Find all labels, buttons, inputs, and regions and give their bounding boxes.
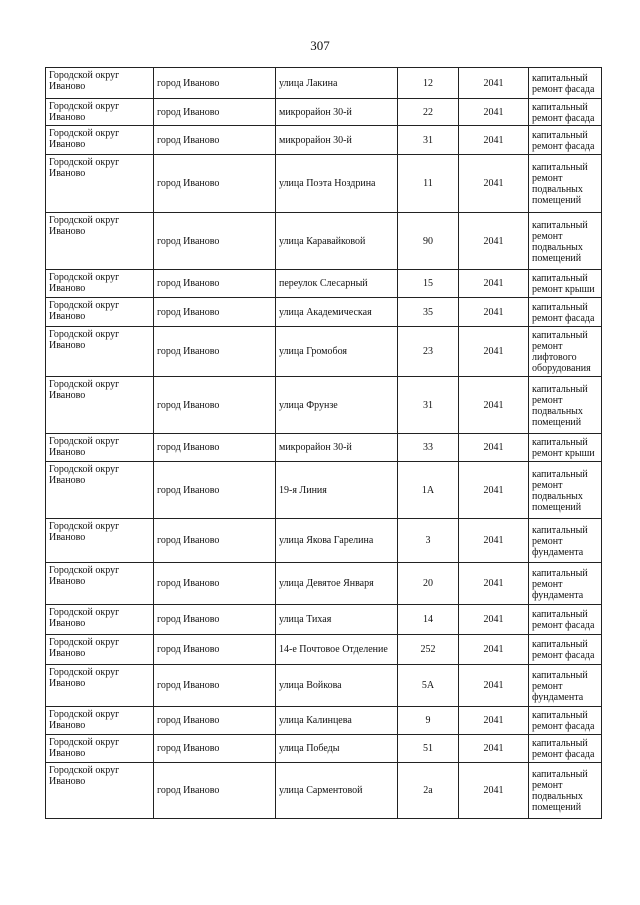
table-row bbox=[46, 68, 602, 99]
house-number-cell: 9 bbox=[398, 707, 459, 735]
city-cell: город Иваново bbox=[154, 605, 276, 635]
district-cell: Городской округ Иваново bbox=[46, 665, 154, 707]
city-cell: город Иваново bbox=[154, 298, 276, 327]
city-cell: город Иваново bbox=[154, 519, 276, 563]
street-cell: улица Лакина bbox=[276, 68, 398, 99]
street-cell: улица Сарментовой bbox=[276, 763, 398, 819]
table-body bbox=[46, 68, 602, 819]
work-type-cell: капитальный ремонт фундамента bbox=[529, 563, 602, 605]
house-number-cell: 14 bbox=[398, 605, 459, 635]
district-cell: Городской округ Иваново bbox=[46, 298, 154, 327]
year-cell: 2041 bbox=[459, 665, 529, 707]
city-cell: город Иваново bbox=[154, 462, 276, 519]
district-cell: Городской округ Иваново bbox=[46, 605, 154, 635]
work-type-cell: капитальный ремонт подвальных помещений bbox=[529, 377, 602, 434]
house-number-cell: 22 bbox=[398, 99, 459, 126]
work-type-cell: капитальный ремонт фасада bbox=[529, 635, 602, 665]
table-row bbox=[46, 665, 602, 707]
year-cell: 2041 bbox=[459, 563, 529, 605]
house-number-cell: 31 bbox=[398, 377, 459, 434]
work-type-cell: капитальный ремонт подвальных помещений bbox=[529, 462, 602, 519]
year-cell: 2041 bbox=[459, 126, 529, 155]
house-number-cell: 35 bbox=[398, 298, 459, 327]
table-row bbox=[46, 213, 602, 270]
work-type-cell: капитальный ремонт фасада bbox=[529, 298, 602, 327]
street-cell: микрорайон 30-й bbox=[276, 126, 398, 155]
table-row bbox=[46, 707, 602, 735]
year-cell: 2041 bbox=[459, 462, 529, 519]
table-row bbox=[46, 99, 602, 126]
district-cell: Городской округ Иваново bbox=[46, 327, 154, 377]
table-row bbox=[46, 462, 602, 519]
table-row bbox=[46, 298, 602, 327]
street-cell: улица Тихая bbox=[276, 605, 398, 635]
table-row bbox=[46, 563, 602, 605]
year-cell: 2041 bbox=[459, 99, 529, 126]
street-cell: улица Девятое Января bbox=[276, 563, 398, 605]
table-row bbox=[46, 605, 602, 635]
district-cell: Городской округ Иваново bbox=[46, 377, 154, 434]
work-type-cell: капитальный ремонт подвальных помещений bbox=[529, 155, 602, 213]
table-row bbox=[46, 327, 602, 377]
house-number-cell: 1А bbox=[398, 462, 459, 519]
year-cell: 2041 bbox=[459, 763, 529, 819]
city-cell: город Иваново bbox=[154, 126, 276, 155]
city-cell: город Иваново bbox=[154, 327, 276, 377]
table-row bbox=[46, 763, 602, 819]
table-row bbox=[46, 635, 602, 665]
table-row bbox=[46, 735, 602, 763]
district-cell: Городской округ Иваново bbox=[46, 270, 154, 298]
work-type-cell: капитальный ремонт фундамента bbox=[529, 519, 602, 563]
work-type-cell: капитальный ремонт фасада bbox=[529, 735, 602, 763]
city-cell: город Иваново bbox=[154, 270, 276, 298]
district-cell: Городской округ Иваново bbox=[46, 126, 154, 155]
city-cell: город Иваново bbox=[154, 563, 276, 605]
city-cell: город Иваново bbox=[154, 434, 276, 462]
house-number-cell: 11 bbox=[398, 155, 459, 213]
district-cell: Городской округ Иваново bbox=[46, 735, 154, 763]
work-type-cell: капитальный ремонт фасада bbox=[529, 605, 602, 635]
work-type-cell: капитальный ремонт фасада bbox=[529, 707, 602, 735]
house-number-cell: 31 bbox=[398, 126, 459, 155]
table-row bbox=[46, 126, 602, 155]
house-number-cell: 3 bbox=[398, 519, 459, 563]
table-row bbox=[46, 434, 602, 462]
street-cell: улица Поэта Ноздрина bbox=[276, 155, 398, 213]
work-type-cell: капитальный ремонт фасада bbox=[529, 126, 602, 155]
district-cell: Городской округ Иваново bbox=[46, 635, 154, 665]
street-cell: улица Фрунзе bbox=[276, 377, 398, 434]
year-cell: 2041 bbox=[459, 213, 529, 270]
city-cell: город Иваново bbox=[154, 707, 276, 735]
house-number-cell: 15 bbox=[398, 270, 459, 298]
street-cell: 14-е Почтовое Отделение bbox=[276, 635, 398, 665]
district-cell: Городской округ Иваново bbox=[46, 519, 154, 563]
street-cell: улица Победы bbox=[276, 735, 398, 763]
house-number-cell: 23 bbox=[398, 327, 459, 377]
city-cell: город Иваново bbox=[154, 665, 276, 707]
year-cell: 2041 bbox=[459, 155, 529, 213]
city-cell: город Иваново bbox=[154, 155, 276, 213]
street-cell: улица Академическая bbox=[276, 298, 398, 327]
year-cell: 2041 bbox=[459, 327, 529, 377]
year-cell: 2041 bbox=[459, 270, 529, 298]
year-cell: 2041 bbox=[459, 377, 529, 434]
street-cell: улица Войкова bbox=[276, 665, 398, 707]
house-number-cell: 5А bbox=[398, 665, 459, 707]
street-cell: микрорайон 30-й bbox=[276, 99, 398, 126]
street-cell: улица Громобоя bbox=[276, 327, 398, 377]
work-type-cell: капитальный ремонт фасада bbox=[529, 99, 602, 126]
district-cell: Городской округ Иваново bbox=[46, 707, 154, 735]
district-cell: Городской округ Иваново bbox=[46, 99, 154, 126]
table-row bbox=[46, 270, 602, 298]
table-row bbox=[46, 155, 602, 213]
year-cell: 2041 bbox=[459, 298, 529, 327]
city-cell: город Иваново bbox=[154, 635, 276, 665]
city-cell: город Иваново bbox=[154, 99, 276, 126]
district-cell: Городской округ Иваново bbox=[46, 213, 154, 270]
district-cell: Городской округ Иваново bbox=[46, 763, 154, 819]
year-cell: 2041 bbox=[459, 605, 529, 635]
work-type-cell: капитальный ремонт фасада bbox=[529, 68, 602, 99]
work-type-cell: капитальный ремонт крыши bbox=[529, 270, 602, 298]
house-number-cell: 20 bbox=[398, 563, 459, 605]
house-number-cell: 90 bbox=[398, 213, 459, 270]
house-number-cell: 2а bbox=[398, 763, 459, 819]
district-cell: Городской округ Иваново bbox=[46, 563, 154, 605]
year-cell: 2041 bbox=[459, 434, 529, 462]
house-number-cell: 51 bbox=[398, 735, 459, 763]
district-cell: Городской округ Иваново bbox=[46, 434, 154, 462]
street-cell: 19-я Линия bbox=[276, 462, 398, 519]
district-cell: Городской округ Иваново bbox=[46, 68, 154, 99]
street-cell: переулок Слесарный bbox=[276, 270, 398, 298]
year-cell: 2041 bbox=[459, 68, 529, 99]
city-cell: город Иваново bbox=[154, 68, 276, 99]
city-cell: город Иваново bbox=[154, 377, 276, 434]
table-row bbox=[46, 377, 602, 434]
city-cell: город Иваново bbox=[154, 213, 276, 270]
street-cell: микрорайон 30-й bbox=[276, 434, 398, 462]
table-row bbox=[46, 519, 602, 563]
work-type-cell: капитальный ремонт подвальных помещений bbox=[529, 763, 602, 819]
repair-registry-table bbox=[45, 67, 602, 819]
street-cell: улица Якова Гарелина bbox=[276, 519, 398, 563]
city-cell: город Иваново bbox=[154, 763, 276, 819]
year-cell: 2041 bbox=[459, 635, 529, 665]
page-number: 307 bbox=[310, 38, 330, 53]
work-type-cell: капитальный ремонт крыши bbox=[529, 434, 602, 462]
year-cell: 2041 bbox=[459, 519, 529, 563]
work-type-cell: капитальный ремонт фундамента bbox=[529, 665, 602, 707]
district-cell: Городской округ Иваново bbox=[46, 462, 154, 519]
work-type-cell: капитальный ремонт подвальных помещений bbox=[529, 213, 602, 270]
district-cell: Городской округ Иваново bbox=[46, 155, 154, 213]
work-type-cell: капитальный ремонт лифтового оборудования bbox=[529, 327, 602, 377]
street-cell: улица Калинцева bbox=[276, 707, 398, 735]
year-cell: 2041 bbox=[459, 707, 529, 735]
house-number-cell: 12 bbox=[398, 68, 459, 99]
house-number-cell: 33 bbox=[398, 434, 459, 462]
city-cell: город Иваново bbox=[154, 735, 276, 763]
year-cell: 2041 bbox=[459, 735, 529, 763]
street-cell: улица Каравайковой bbox=[276, 213, 398, 270]
house-number-cell: 252 bbox=[398, 635, 459, 665]
